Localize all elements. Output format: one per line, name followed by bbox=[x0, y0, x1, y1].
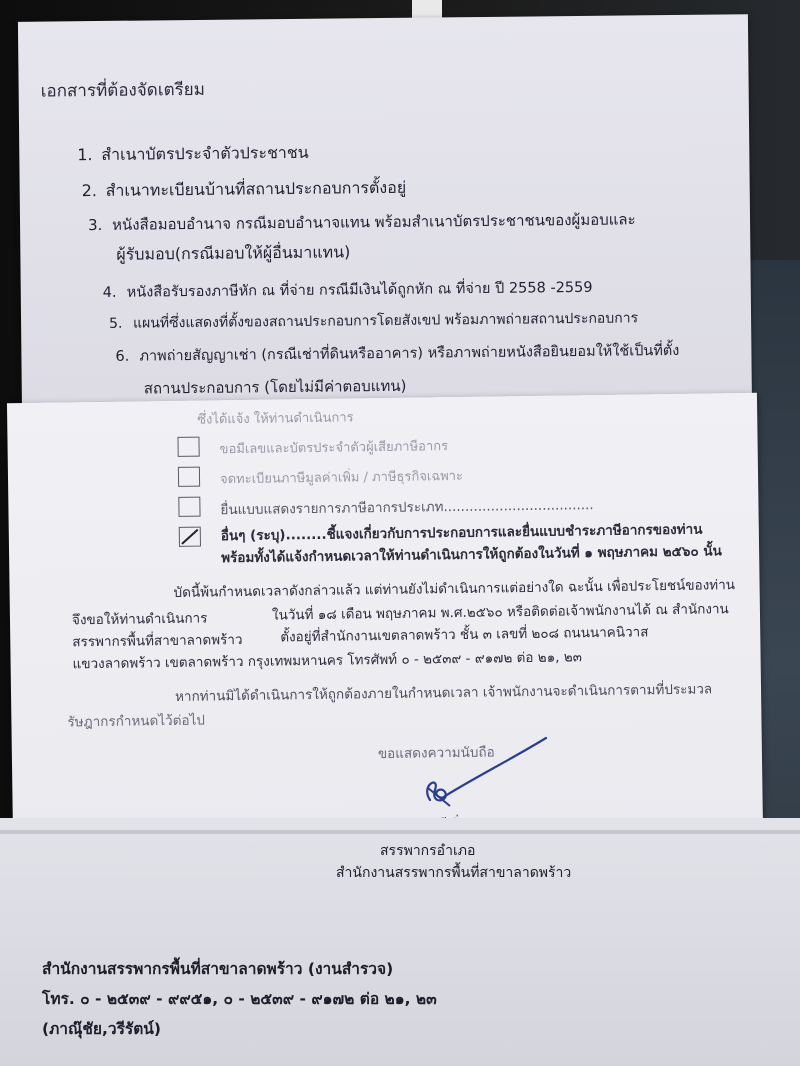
check-mark-icon bbox=[180, 528, 200, 546]
checkbox-other-checked[interactable] bbox=[179, 527, 201, 547]
paragraph-1-line-2b: ในวันที่ ๑๘ เดือน พฤษภาคม พ.ศ.๒๕๖๐ หรือติดต่อเจ้าพนักงานได้ ณ สำนักงาน bbox=[271, 601, 729, 624]
footer-office-line: สำนักงานสรรพากรพื้นที่สาขาลาดพร้าว (งานสำรวจ) bbox=[42, 960, 394, 978]
paragraph-1-line-3a: สรรพากรพื้นที่สาขาลาดพร้าว bbox=[72, 631, 243, 651]
document-title: เอกสารที่ต้องจัดเตรียม bbox=[40, 79, 206, 102]
paragraph-1-line-4: แขวงลาดพร้าว เขตลาดพร้าว กรุงเทพมหานคร โทรศัพท์ ๐ - ๒๕๓๙ - ๙๑๗๒ ต่อ ๒๑, ๒๓ bbox=[72, 649, 583, 673]
requirement-item-1: 1. สำเนาบัตรประจำตัวประชาชน bbox=[77, 142, 309, 165]
footer-phone-line: โทร. ๐ - ๒๕๓๙ - ๙๙๕๑, ๐ - ๒๕๓๙ - ๙๑๗๒ ต่อ ๒๑, ๒๓ bbox=[42, 990, 437, 1008]
checkbox-tax-id[interactable] bbox=[177, 437, 199, 457]
requirement-item-3-cont: ผู้รับมอบ(กรณีมอบให้ผู้อื่นมาแทน) bbox=[116, 242, 351, 264]
fold-crease bbox=[0, 830, 800, 834]
paragraph-2-line-1: หากท่านมิได้ดำเนินการให้ถูกต้องภายในกำหนดเวลา เจ้าพนักงานจะดำเนินการตามที่ประมวล bbox=[174, 681, 713, 705]
signer-office: สำนักงานสรรพากรพื้นที่สาขาลาดพร้าว bbox=[336, 865, 572, 881]
requirement-item-5: 5. แผนที่ซึ่งแสดงที่ตั้งของสถานประกอบการโดยสังเขป พร้อมภาพถ่ายสถานประกอบการ bbox=[109, 310, 639, 332]
checkbox-tax-return-label: ยื่นแบบแสดงรายการภาษีอากรประเภท................................... bbox=[220, 497, 594, 519]
checkbox-vat-label: จดทะเบียนภาษีมูลค่าเพิ่ม / ภาษีธุรกิจเฉพาะ bbox=[219, 468, 464, 488]
document-top-panel bbox=[18, 14, 752, 422]
requirement-item-4: 4. หนังสือรับรองภาษีหัก ณ ที่จ่าย กรณีมีเงินได้ถูกหัก ณ ที่จ่าย ปี 2558 -2559 bbox=[102, 279, 593, 301]
deadline-line: พร้อมทั้งได้แจ้งกำหนดเวลาให้ท่านดำเนินการให้ถูกต้องในวันที่ ๑ พฤษภาคม ๒๕๖๐ นั้น bbox=[221, 543, 722, 567]
partial-header: ซึ่งได้แจ้ง ให้ท่านดำเนินการ bbox=[197, 410, 354, 428]
paragraph-1-line-1: บัดนี้พ้นกำหนดเวลาดังกล่าวแล้ว แต่ท่านยังไม่ดำเนินการแต่อย่างใด ฉะนั้น เพื่อประโยชน์ของท่าน bbox=[173, 577, 736, 601]
checkbox-tax-id-label: ขอมีเลขและบัตรประจำตัวผู้เสียภาษีอากร bbox=[219, 439, 449, 458]
signature-graphic bbox=[400, 730, 560, 820]
checkbox-tax-return[interactable] bbox=[178, 497, 200, 517]
requirement-item-3: 3. หนังสือมอบอำนาจ กรณีมอบอำนาจแทน พร้อมสำเนาบัตรประชาชนของผู้มอบและ bbox=[87, 210, 636, 235]
document-mid-panel bbox=[7, 393, 763, 843]
requirement-item-6-cont: สถานประกอบการ (โดยไม่มีค่าตอบแทน) bbox=[143, 376, 407, 398]
checkbox-vat-registration[interactable] bbox=[178, 467, 200, 487]
paragraph-1-line-2a: จึงขอให้ท่านดำเนินการ bbox=[71, 610, 208, 629]
requirement-item-2: 2. สำเนาทะเบียนบ้านที่สถานประกอบการตั้งอยู่ bbox=[81, 177, 407, 201]
signer-position: สรรพากรอำเภอ bbox=[380, 843, 476, 859]
paragraph-2-line-2: รัษฎากรกำหนดไว้ต่อไป bbox=[67, 712, 206, 731]
paragraph-1-line-3b: ตั้งอยู่ที่สำนักงานเขตลาดพร้าว ชั้น ๓ เลขที่ ๒๐๘ ถนนนาคนิวาส bbox=[280, 624, 649, 646]
footer-contact-line: (ภาณุ๊ชัย,วรีรัตน์) bbox=[42, 1020, 161, 1038]
checkbox-other-label: อื่นๆ (ระบุ)........ชี้แจงเกี่ยวกับการประกอบการและยื่นแบบชำระภาษีอากรของท่าน bbox=[220, 521, 703, 545]
requirement-item-6: 6. ภาพถ่ายสัญญาเช่า (กรณีเช่าที่ดินหรืออาคาร) หรือภาพถ่ายหนังสือยินยอมให้ใช้เป็นที่ตั้ง bbox=[115, 342, 680, 365]
closing-line: ขอแสดงความนับถือ bbox=[377, 744, 495, 763]
